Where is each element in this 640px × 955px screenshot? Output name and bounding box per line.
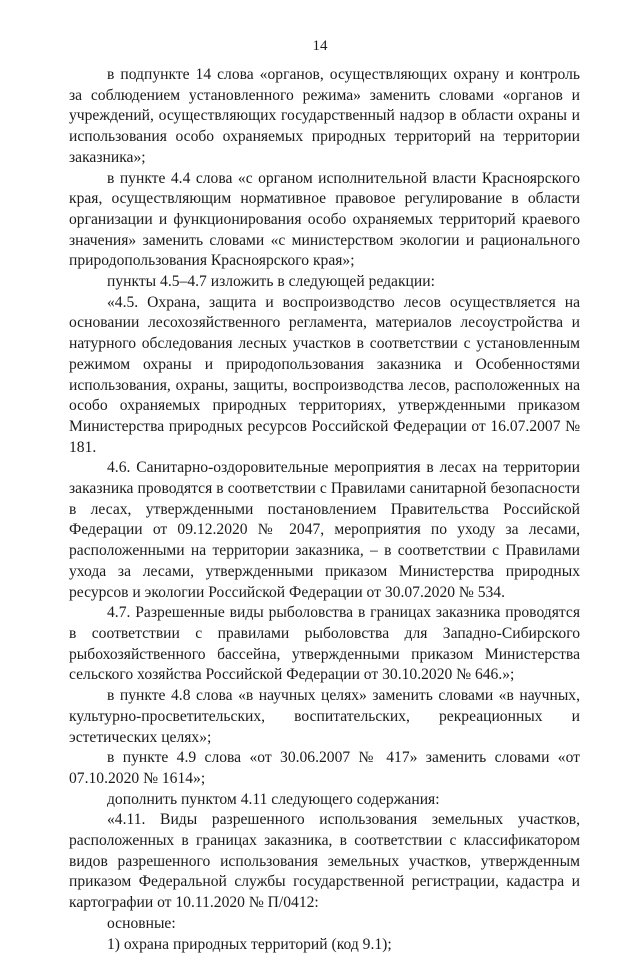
document-body	[69, 65, 580, 955]
paragraph: пункты 4.5–4.7 изложить в следующей редакции:	[107, 273, 435, 291]
paragraph: дополнить пунктом 4.11 следующего содержания:	[107, 790, 440, 808]
paragraph: основные:	[107, 914, 176, 932]
paragraph: 4.6. Санитарно-оздоровительные мероприятия в лесах на территории заказника проводятся в соответствии с Правилами санитарной безопасности в лесах, утвержденными постановлением Правительства Российской Федерации от 09.12.2020 № 2047, мероприятия по уходу за лесами, расположенными на территории заказника, – в соответствии с Правилами ухода за лесами, утвержденными приказом Министерства природных ресурсов и экологии Российской Федерации от 30.07.2020 № 534.	[69, 459, 580, 601]
paragraph: в подпункте 14 слова «органов, осуществляющих охрану и контроль за соблюдением установленного режима» заменить словами «органов и учреждений, осуществляющих государственный надзор в области охраны и использования особо охраняемых природных территорий на территории заказника»;	[69, 66, 580, 166]
paragraph: в пункте 4.8 слова «в научных целях» заменить словами «в научных, культурно-просветительских, воспитательских, рекреационных и эстетических целях»;	[69, 687, 580, 746]
paragraph: «4.5. Охрана, защита и воспроизводство лесов осуществляется на основании лесохозяйственного регламента, материалов лесоустройства и натурного обследования лесных участков в соответствии с установленным режимом охраны и природопользования заказника и Особенностями использования, охраны, защиты, воспроизводства лесов, расположенных на особо охраняемых природных территориях, утвержденными приказом Министерства природных ресурсов Российской Федерации от 16.07.2007 № 181.	[69, 293, 580, 456]
paragraph: «4.11. Виды разрешенного использования земельных участков, расположенных в границах заказника, в соответствии с классификатором видов разрешенного использования земельных участков, утвержденным приказом Федеральной службы государственной регистрации, кадастра и картографии от 10.11.2020 № П/0412:	[69, 811, 580, 912]
page-number: 14	[312, 38, 328, 54]
list-item: 1) охрана природных территорий (код 9.1);	[107, 935, 392, 953]
paragraph: в пункте 4.9 слова «от 30.06.2007 № 417» заменить словами «от 07.10.2020 № 1614»;	[69, 749, 580, 787]
paragraph: в пункте 4.4 слова «с органом исполнительной власти Красноярского края, осуществляющим нормативное правовое регулирование в области организации и функционирования особо охраняемых территорий краевого значения» заменить словами «с министерством экологии и рационального природопользования Красноярского края»;	[69, 169, 580, 270]
paragraph: 4.7. Разрешенные виды рыболовства в границах заказника проводятся в соответствии с правилами рыболовства для Западно-Сибирского рыбохозяйственного бассейна, утвержденными приказом Министерства сельского хозяйства Российской Федерации от 30.10.2020 № 646.»;	[69, 604, 580, 684]
